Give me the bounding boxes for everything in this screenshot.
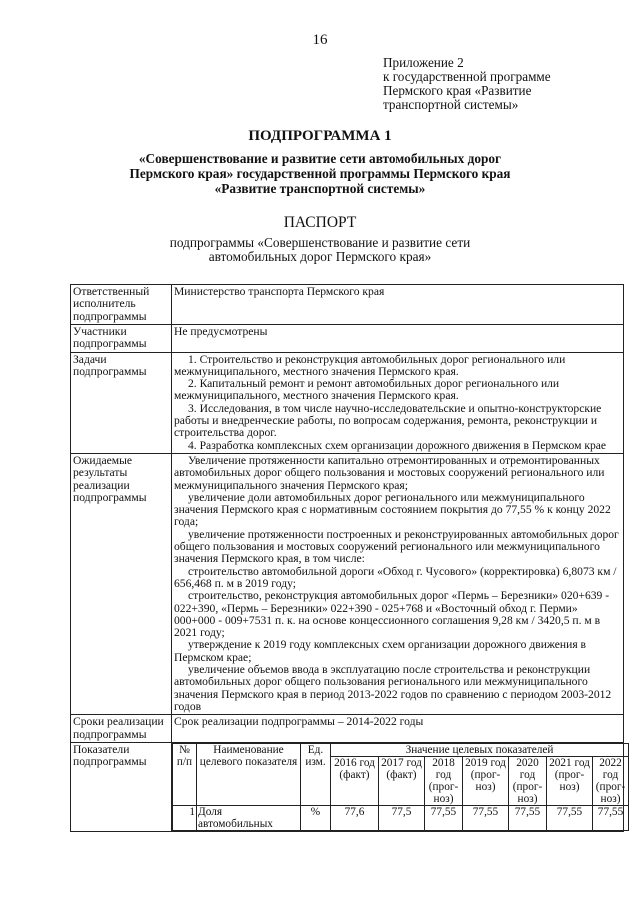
- header-year: 2018 год (прог-ноз): [425, 756, 463, 805]
- row-value: [172, 742, 624, 831]
- row-indicators: [71, 742, 624, 831]
- header-year: 2020 год (прог-ноз): [509, 756, 547, 805]
- cell-num: 1: [173, 805, 197, 830]
- header-year: 2017 год (факт): [379, 756, 425, 805]
- result-item: строительство автомобильной дороги «Обход г. Чусового» (корректировка) 6,8073 км / 656,468 п. м в 2019 году;: [174, 564, 617, 590]
- row-label: Сроки реализации подпрограммы: [71, 715, 172, 743]
- row-tasks: [71, 352, 624, 453]
- indicator-row: [173, 805, 629, 830]
- page-number: 16: [312, 32, 328, 48]
- header-year: 2019 год (прог-ноз): [463, 756, 509, 805]
- passport-subtitle: [100, 236, 540, 264]
- header-year: 2022 год (прог-ноз): [593, 756, 629, 805]
- cell-value: 77,55: [509, 805, 547, 830]
- row-label: Задачи подпрограммы: [71, 352, 172, 453]
- passport-subtitle-line: автомобильных дорог Пермского края»: [208, 249, 432, 264]
- subtitle-line: «Развитие транспортной системы»: [214, 181, 426, 196]
- result-item: утверждение к 2019 году комплексных схем организации дорожного движения в Пермском крае;: [174, 638, 587, 664]
- cell-unit: %: [301, 805, 331, 830]
- cell-value: 77,55: [593, 805, 629, 830]
- row-terms: [71, 715, 624, 743]
- result-item: увеличение доли автомобильных дорог регионального или межмуниципального значения Пермского края с нормативным состоянием покрытия до 77,55 % к концу 2022 года;: [174, 490, 611, 529]
- header-year: 2021 год (прог-ноз): [547, 756, 593, 805]
- cell-value: 77,55: [463, 805, 509, 830]
- appendix-line: транспортной системы»: [383, 97, 519, 112]
- appendix-line: Пермского края «Развитие: [383, 83, 532, 98]
- passport-title: ПАСПОРТ: [283, 214, 357, 231]
- result-item: увеличение объемов ввода в эксплуатацию после строительства и реконструкции автомобильных дорог общего пользования регионального или межмуниципального значения Пермского края в период 2013-2022 годов по сравнению с периодом 2003-2012 годов: [174, 663, 612, 713]
- header-year: 2016 год (факт): [331, 756, 379, 805]
- appendix-note: [383, 56, 551, 112]
- row-label: Ожидаемые результаты реализации подпрограммы: [71, 453, 172, 714]
- passport-table: [70, 284, 624, 832]
- subtitle-line: «Совершенствование и развитие сети автомобильных дорог: [138, 151, 502, 166]
- task-item: 2. Капитальный ремонт и ремонт автомобильных дорог регионального или межмуниципального, местного значения Пермского края.: [174, 377, 560, 403]
- row-responsible: [71, 285, 624, 325]
- cell-value: 77,6: [331, 805, 379, 830]
- row-value: Министерство транспорта Пермского края: [172, 285, 624, 325]
- row-value: [172, 352, 624, 453]
- result-item: Увеличение протяженности капитально отремонтированных и отремонтированных автомобильных дорог общего пользования и мостовых сооружений регионального или межмуниципального значения Пермского края;: [174, 453, 605, 492]
- indicators-table: [172, 743, 629, 831]
- cell-value: 77,55: [425, 805, 463, 830]
- row-label: Показатели подпрограммы: [71, 742, 172, 831]
- row-label: Ответственный исполнитель подпрограммы: [71, 285, 172, 325]
- document-subtitle: [60, 151, 580, 196]
- task-item: 3. Исследования, в том числе научно-исследовательские и опытно-конструкторские работы и внедренческие работы, по вопросам содержания, ремонта, реконструкции и строительства дорог.: [174, 401, 602, 440]
- task-item: 1. Строительство и реконструкция автомобильных дорог регионального или межмуниципального, местного значения Пермского края.: [174, 352, 566, 378]
- document-title: ПОДПРОГРАММА 1: [248, 128, 392, 144]
- row-participants: [71, 325, 624, 353]
- header-num: № п/п: [173, 743, 197, 805]
- row-label: Участники подпрограммы: [71, 325, 172, 353]
- row-value: Не предусмотрены: [172, 325, 624, 353]
- cell-value: 77,5: [379, 805, 425, 830]
- cell-name: Доля автомобильных: [197, 805, 301, 830]
- appendix-line: Приложение 2: [383, 55, 464, 70]
- indicators-header-row: [173, 743, 629, 756]
- header-name: Наименование целевого показателя: [197, 743, 301, 805]
- row-results: [71, 453, 624, 714]
- cell-value: 77,55: [547, 805, 593, 830]
- task-item: 4. Разработка комплексных схем организации дорожного движения в Пермском крае: [188, 438, 607, 452]
- row-value: Срок реализации подпрограммы – 2014-2022 годы: [172, 715, 624, 743]
- subtitle-line: Пермского края» государственной программы Пермского края: [129, 166, 511, 181]
- result-item: строительство, реконструкция автомобильных дорог «Пермь – Березники» 020+639 - 022+390, «Пермь – Березники» 022+390 - 025+768 и «Восточный обход г. Перми» 000+000 - 009+7531 п. к. на основе концессионного соглашения 9,28 км / 3420,5 п. м в 2021 году;: [174, 589, 610, 640]
- appendix-line: к государственной программе: [383, 69, 551, 84]
- row-value: [172, 453, 624, 714]
- header-group: Значение целевых показателей: [331, 743, 629, 756]
- passport-subtitle-line: подпрограммы «Совершенствование и развитие сети: [169, 235, 471, 250]
- result-item: увеличение протяженности построенных и реконструированных автомобильных дорог общего пользования и мостовых сооружений регионального или межмуниципального значения Пермского края, в том числе:: [174, 527, 619, 566]
- header-unit: Ед. изм.: [301, 743, 331, 805]
